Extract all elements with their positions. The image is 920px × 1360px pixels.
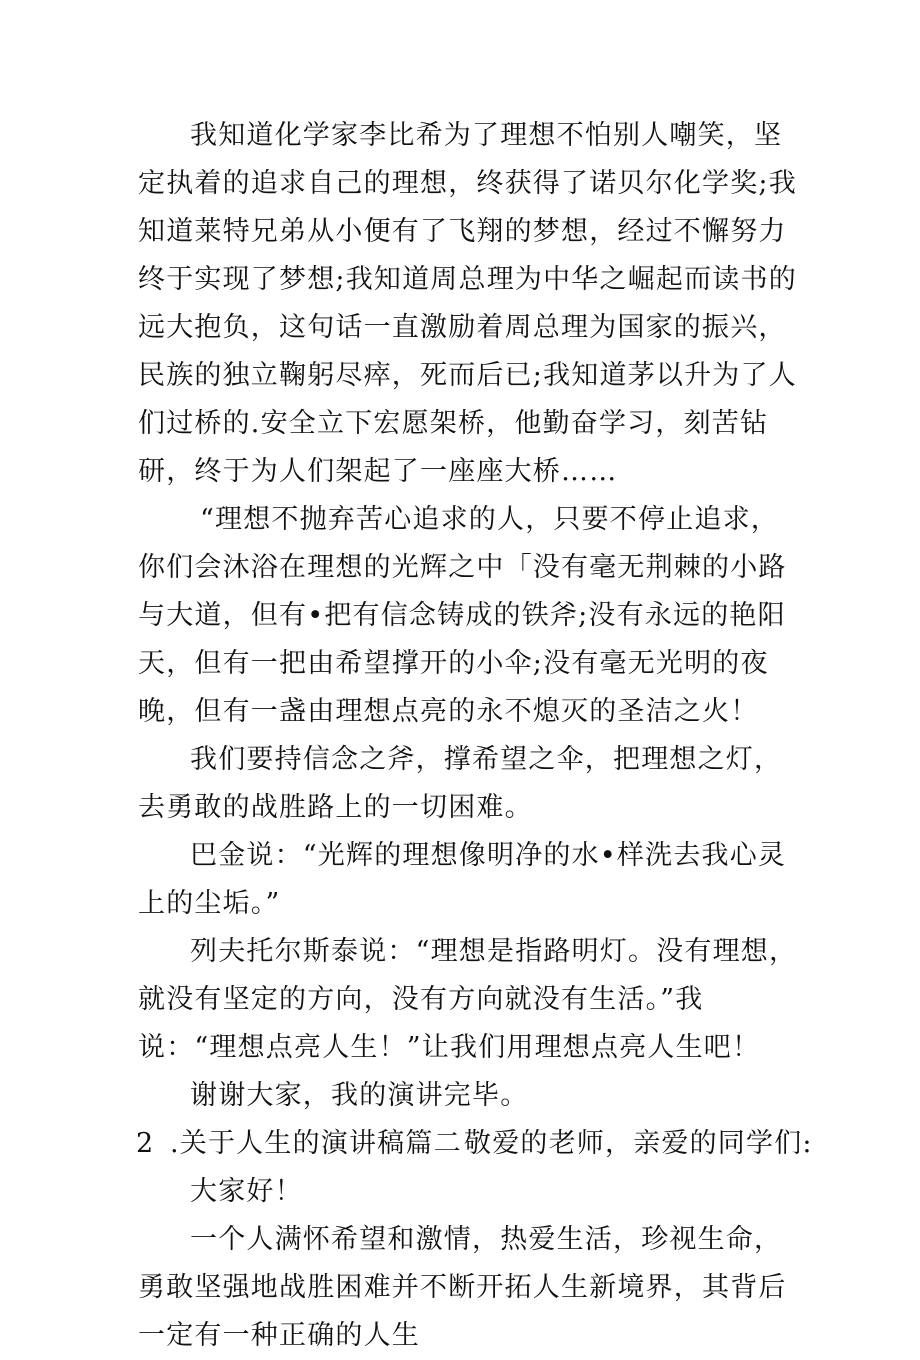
paragraph-life-outlook: 一个人满怀希望和激情，热爱生活，珍视生命，勇敢坚强地战胜困难并不断开拓人生新境界，其背后一定有一种正确的人生	[138, 1224, 787, 1351]
section-salutation: 敬爱的老师，亲爱的同学们:	[464, 1128, 813, 1159]
section-number: 2	[136, 1128, 155, 1159]
paragraph-ideals-quote: “理想不抛弃苦心追求的人，只要不停止追求，你们会沐浴在理想的光辉之中「没有毫无荆棘的小路与大道，但有•把有信念铸成的铁斧;没有永远的艳阳天，但有一把由希望撑开的小伞;没有毫无光明的夜晚，但有一盏由理想点亮的永不熄灭的圣洁之火！	[138, 504, 787, 727]
section-title: .关于人生的演讲稿篇二	[170, 1128, 462, 1159]
document-body	[136, 112, 813, 1360]
paragraph-tolstoy-quote: 列夫托尔斯泰说：“理想是指路明灯。没有理想，就没有坚定的方向，没有方向就没有生活。”我说：“理想点亮人生！”让我们用理想点亮人生吧！	[138, 936, 798, 1063]
section-heading	[136, 1120, 813, 1168]
paragraph-bajin-quote: 巴金说：“光辉的理想像明净的水•样洗去我心灵上的尘垢。”	[138, 840, 787, 919]
paragraph-thanks: 谢谢大家，我的演讲完毕。	[190, 1080, 529, 1111]
paragraph-ideals-examples: 我知道化学家李比希为了理想不怕别人嘲笑，坚定执着的追求自己的理想，终获得了诺贝尔化学奖;我知道莱特兄弟从小便有了飞翔的梦想，经过不懈努力终于实现了梦想;我知道周总理为中华之崛起而读书的远大抱负，这句话一直激励着周总理为国家的振兴，民族的独立鞠躬尽瘁，死而后已;我知道茅以升为了人们过桥的.安全立下宏愿架桥，他勤奋学习，刻苦钻研，终于为人们架起了一座座大桥……	[138, 120, 797, 487]
paragraph-call-to-action: 我们要持信念之斧，撑希望之伞，把理想之灯，去勇敢的战胜路上的一切困难。	[138, 744, 783, 823]
paragraph-greeting: 大家好！	[190, 1176, 303, 1207]
